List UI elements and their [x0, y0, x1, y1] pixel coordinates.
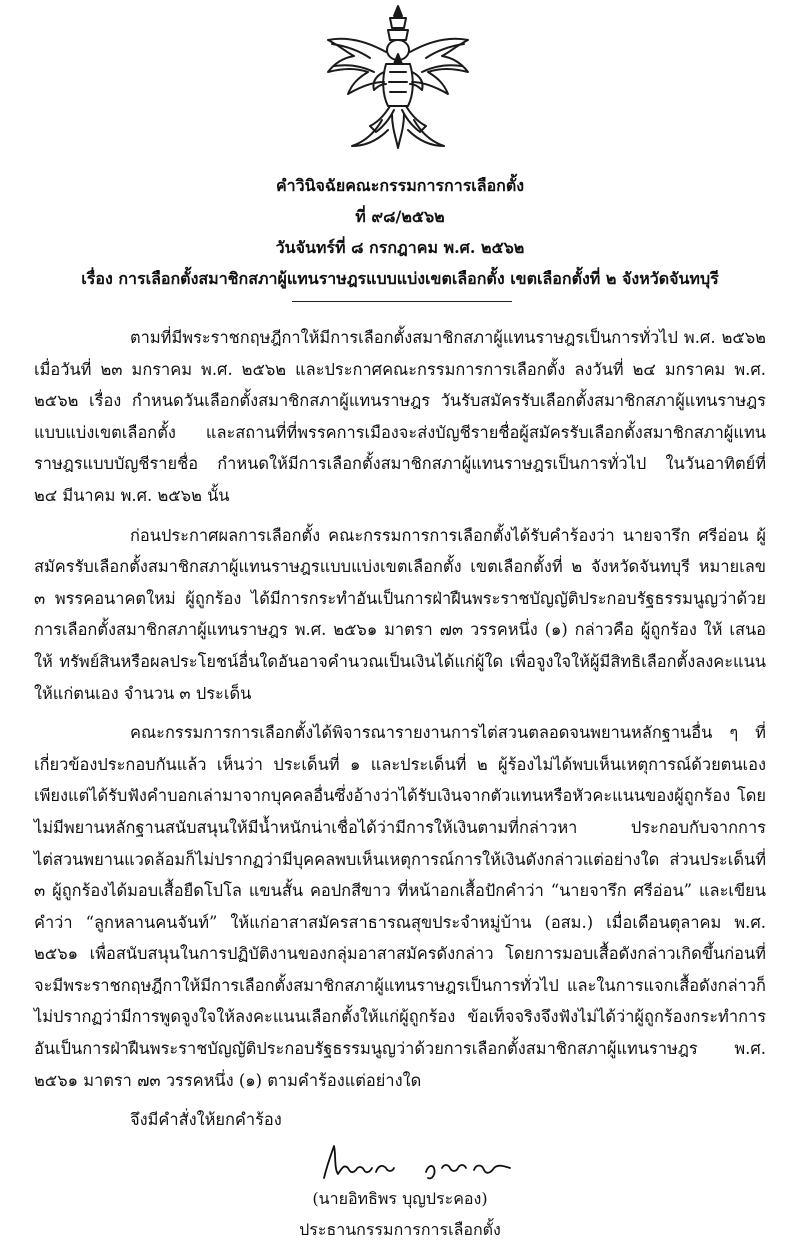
paragraph: [34, 520, 766, 710]
order-statement: จึงมีคำสั่งให้ยกคำร้อง: [130, 1110, 282, 1130]
signer-name: (นายอิทธิพร บุญประคอง): [312, 1189, 488, 1208]
header-divider: [292, 301, 512, 302]
document-header: [0, 170, 800, 294]
document-body: [34, 322, 766, 1144]
document-subject: เรื่อง การเลือกตั้งสมาชิกสภาผู้แทนราษฎรแบบแบ่งเขตเลือกตั้ง เขตเลือกตั้งที่ ๒ จังหวัดจันทบุรี: [81, 269, 719, 288]
paragraph: [34, 717, 766, 1096]
signature-image: [318, 1138, 518, 1184]
paragraph: [34, 322, 766, 512]
paragraph-text: ก่อนประกาศผลการเลือกตั้ง คณะกรรมการการเลือกตั้งได้รับคำร้องว่า นายจารึก ศรีอ่อน ผู้สมัครรับเลือกตั้งสมาชิกสภาผู้แทนราษฎรแบบแบ่งเขตเลือกตั้ง เขตเลือกตั้งที่ ๒ จังหวัดจันทบุรี หมายเลข ๓ พรรคอนาคตใหม่ ผู้ถูกร้อง ได้มีการกระทำอันเป็นการฝ่าฝืนพระราชบัญญัติประกอบรัฐธรรมนูญว่าด้วยการเลือกตั้งสมาชิกสภาผู้แทนราษฎร พ.ศ. ๒๕๖๑ มาตรา ๗๓ วรรคหนึ่ง (๑) กล่าวคือ ผู้ถูกร้อง ให้ เสนอให้ ทรัพย์สินหรือผลประโยชน์อื่นใดอันอาจคำนวณเป็นเงินได้แก่ผู้ใด เพื่อจูงใจให้ผู้มีสิทธิเลือกตั้งลงคะแนนให้แก่ตนเอง จำนวน ๓ ประเด็น: [34, 525, 766, 703]
signer-block: [0, 1183, 800, 1245]
garuda-emblem-icon: [318, 2, 478, 152]
paragraph-text: คณะกรรมการการเลือกตั้งได้พิจารณารายงานการไต่สวนตลอดจนพยานหลักฐานอื่น ๆ ที่เกี่ยวข้องประกอบกันแล้ว เห็นว่า ประเด็นที่ ๑ และประเด็นที่ ๒ ผู้ร้องไม่ได้พบเห็นเหตุการณ์ด้วยตนเอง เพียงแต่ได้รับฟังคำบอกเล่ามาจากบุคคลอื่นซึ่งอ้างว่าได้รับเงินจากตัวแทนหรือหัวคะแนนของผู้ถูกร้อง โดยไม่มีพยานหลักฐานสนับสนุนให้มีน้ำหนักน่าเชื่อได้ว่ามีการให้เงินตามที่กล่าวหา ประกอบกับจากการไต่สวนพยานแวดล้อมก็ไม่ปรากฏว่ามีบุคคลพบเห็นเหตุการณ์การให้เงินดังกล่าวแต่อย่างใด ส่วนประเด็นที่ ๓ ผู้ถูกร้องได้มอบเสื้อยืดโปโล แขนสั้น คอปกสีขาว ที่หน้าอกเสื้อปักคำว่า “นายจารึก ศรีอ่อน” และเขียนคำว่า “ลูกหลานคนจันท์” ให้แก่อาสาสมัครสาธารณสุขประจำหมู่บ้าน (อสม.) เมื่อเดือนตุลาคม พ.ศ. ๒๕๖๑ เพื่อสนับสนุนในการปฏิบัติงานของกลุ่มอาสาสมัครดังกล่าว โดยการมอบเสื้อดังกล่าวเกิดขึ้นก่อนที่จะมีพระราชกฤษฎีกาให้มีการเลือกตั้งสมาชิกสภาผู้แทนราษฎรเป็นการทั่วไป และในการแจกเสื้อดังกล่าวก็ไม่ปรากฏว่ามีการพูดจูงใจให้ลงคะแนนเลือกตั้งให้แก่ผู้ถูกร้อง ข้อเท็จจริงจึงฟังไม่ได้ว่าผู้ถูกร้องกระทำการอันเป็นการฝ่าฝืนพระราชบัญญัติประกอบรัฐธรรมนูญว่าด้วยการเลือกตั้งสมาชิกสภาผู้แทนราษฎร พ.ศ. ๒๕๖๑ มาตรา ๗๓ วรรคหนึ่ง (๑) ตามคำร้องแต่อย่างใด: [34, 723, 766, 1090]
signer-position: ประธานกรรมการการเลือกตั้ง: [299, 1220, 501, 1239]
document-number: ที่ ๙๘/๒๕๖๒: [355, 207, 445, 226]
document-title: คำวินิจฉัยคณะกรรมการการเลือกตั้ง: [275, 176, 525, 195]
document-date: วันจันทร์ที่ ๘ กรกฎาคม พ.ศ. ๒๕๖๒: [275, 238, 525, 257]
paragraph-text: ตามที่มีพระราชกฤษฎีกาให้มีการเลือกตั้งสมาชิกสภาผู้แทนราษฎรเป็นการทั่วไป พ.ศ. ๒๕๖๒ เมื่อวันที่ ๒๓ มกราคม พ.ศ. ๒๕๖๒ และประกาศคณะกรรมการการเลือกตั้ง ลงวันที่ ๒๔ มกราคม พ.ศ. ๒๕๖๒ เรื่อง กำหนดวันเลือกตั้งสมาชิกสภาผู้แทนราษฎร วันรับสมัครรับเลือกตั้งสมาชิกสภาผู้แทนราษฎรแบบแบ่งเขตเลือกตั้ง และสถานที่ที่พรรคการเมืองจะส่งบัญชีรายชื่อผู้สมัครรับเลือกตั้งสมาชิกสภาผู้แทนราษฎรแบบบัญชีรายชื่อ กำหนดให้มีการเลือกตั้งสมาชิกสภาผู้แทนราษฎรเป็นการทั่วไป ในวันอาทิตย์ที่ ๒๔ มีนาคม พ.ศ. ๒๕๖๒ นั้น: [34, 328, 766, 505]
